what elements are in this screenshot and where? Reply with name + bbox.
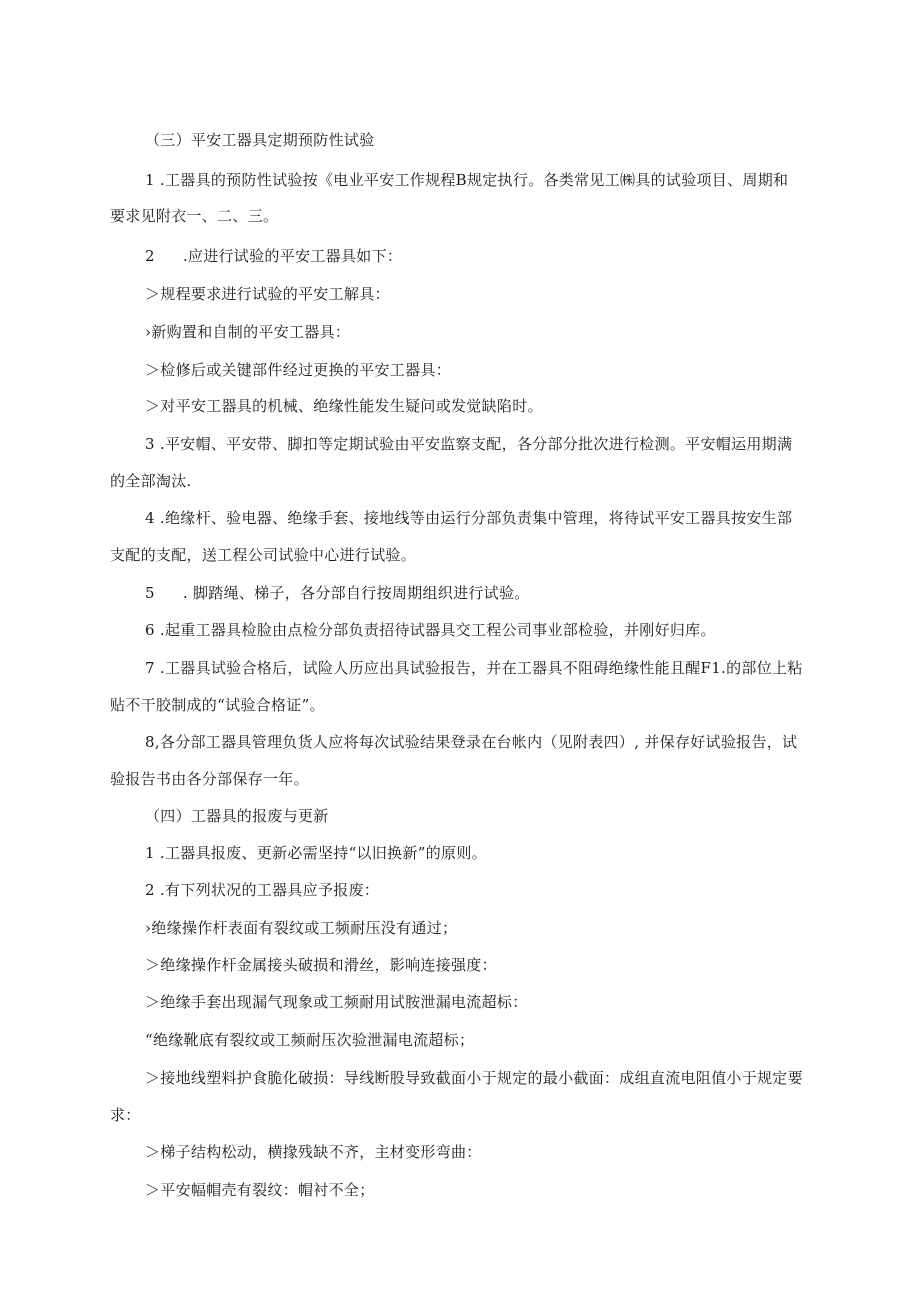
s4-bullet3: ＞绝缘手套出现漏气现象或工频耐用试胺泄漏电流超标： [145, 993, 528, 1011]
section3-heading: （三）平安工器具定期预防性试验 [145, 131, 375, 149]
s4-bullet5-line1: ＞接地线塑料护食脆化破损：导线断股导致截面小于规定的最小截面：成组直流电阻值小于规定要 [145, 1069, 803, 1087]
s4-item2: 2 .有下列状况的工器具应予报废： [145, 881, 380, 899]
section4-heading: （四）工器具的报废与更新 [145, 807, 329, 825]
s3-item8-line2: 验报告书由各分部保存一年。 [110, 770, 309, 788]
s3-item5-number: 5 [145, 584, 155, 602]
s3-item8-line1: 8,各分部工器具管理负货人应将每次试验结果登录在台帐内（见附表四）, 并保存好试验报告，试 [145, 733, 798, 751]
s3-item2-number: 2 [145, 247, 155, 265]
s3-bullet2: ›新购置和自制的平安工器具： [145, 323, 351, 341]
s3-item3-line2: 的全部淘汰. [110, 472, 192, 490]
s3-item2 [145, 246, 402, 266]
s4-bullet2: ＞绝缘操作杆金属接头破损和滑丝，影响连接强度： [145, 956, 497, 974]
s4-bullet6: ＞梯子结构松动，横掾残缺不齐，主材变形弯曲： [145, 1143, 482, 1161]
s3-item4-line1: 4 .绝缘杆、验电器、绝缘手套、接地线等由运行分部负责集中管理，将待试平安工器具按安生部 [145, 509, 793, 527]
s4-bullet7: ＞平安幅帽壳有裂纹：帽衬不全； [145, 1181, 375, 1199]
s3-bullet4: ＞对平安工器具的机械、绝缘性能发生疑问或发觉缺陷时。 [145, 397, 543, 415]
s3-item7-line2: 贴不干胶制成的“试验合格证”。 [110, 696, 325, 714]
s3-item1-line2: 要求见附衣一、二、三。 [110, 207, 279, 225]
s3-bullet3: ＞检修后或关键部件经过更换的平安工器具： [145, 361, 452, 379]
s4-bullet1: ›绝缘操作杆表面有裂纹或工频耐压没有通过； [145, 919, 458, 937]
s3-item2-text: .应进行试验的平安工器具如下： [182, 247, 403, 265]
s3-item5-text: . 脚踏绳、梯子，各分部自行按周期组织进行试验。 [182, 584, 530, 602]
s4-item1: 1 .工器具报废、更新必需坚持“以旧换新”的原则。 [145, 844, 487, 862]
s3-item1-line1: 1 .工器具的预防性试验按《电业平安工作规程B规定执行。各类常见工㈱具的试验项目、周期和 [145, 171, 789, 189]
s3-item7-line1: 7 .工器具试验合格后，试险人历应出具试验报告，并在工器具不阻碍绝缘性能且醒F1.的部位上粘 [145, 659, 803, 677]
s3-item6: 6 .起重工器具检脸由点检分部负责招待试器具交工程公司事业部检验，并刚好归库。 [145, 621, 716, 639]
s3-item3-line1: 3 .平安帽、平安带、脚扣等定期试验由平安监察支配，各分部分批次进行检测。平安帽运用期满 [145, 435, 793, 453]
s3-item5 [145, 583, 530, 603]
s3-bullet1: ＞规程要求进行试验的平安工解具： [145, 285, 390, 303]
s4-bullet5-line2: 求： [110, 1106, 141, 1124]
s4-bullet4: “绝缘靴底有裂纹或工频耐压次验泄漏电流超标； [145, 1031, 475, 1049]
s3-item4-line2: 支配的支配，送工程公司试验中心进行试验。 [110, 546, 417, 564]
